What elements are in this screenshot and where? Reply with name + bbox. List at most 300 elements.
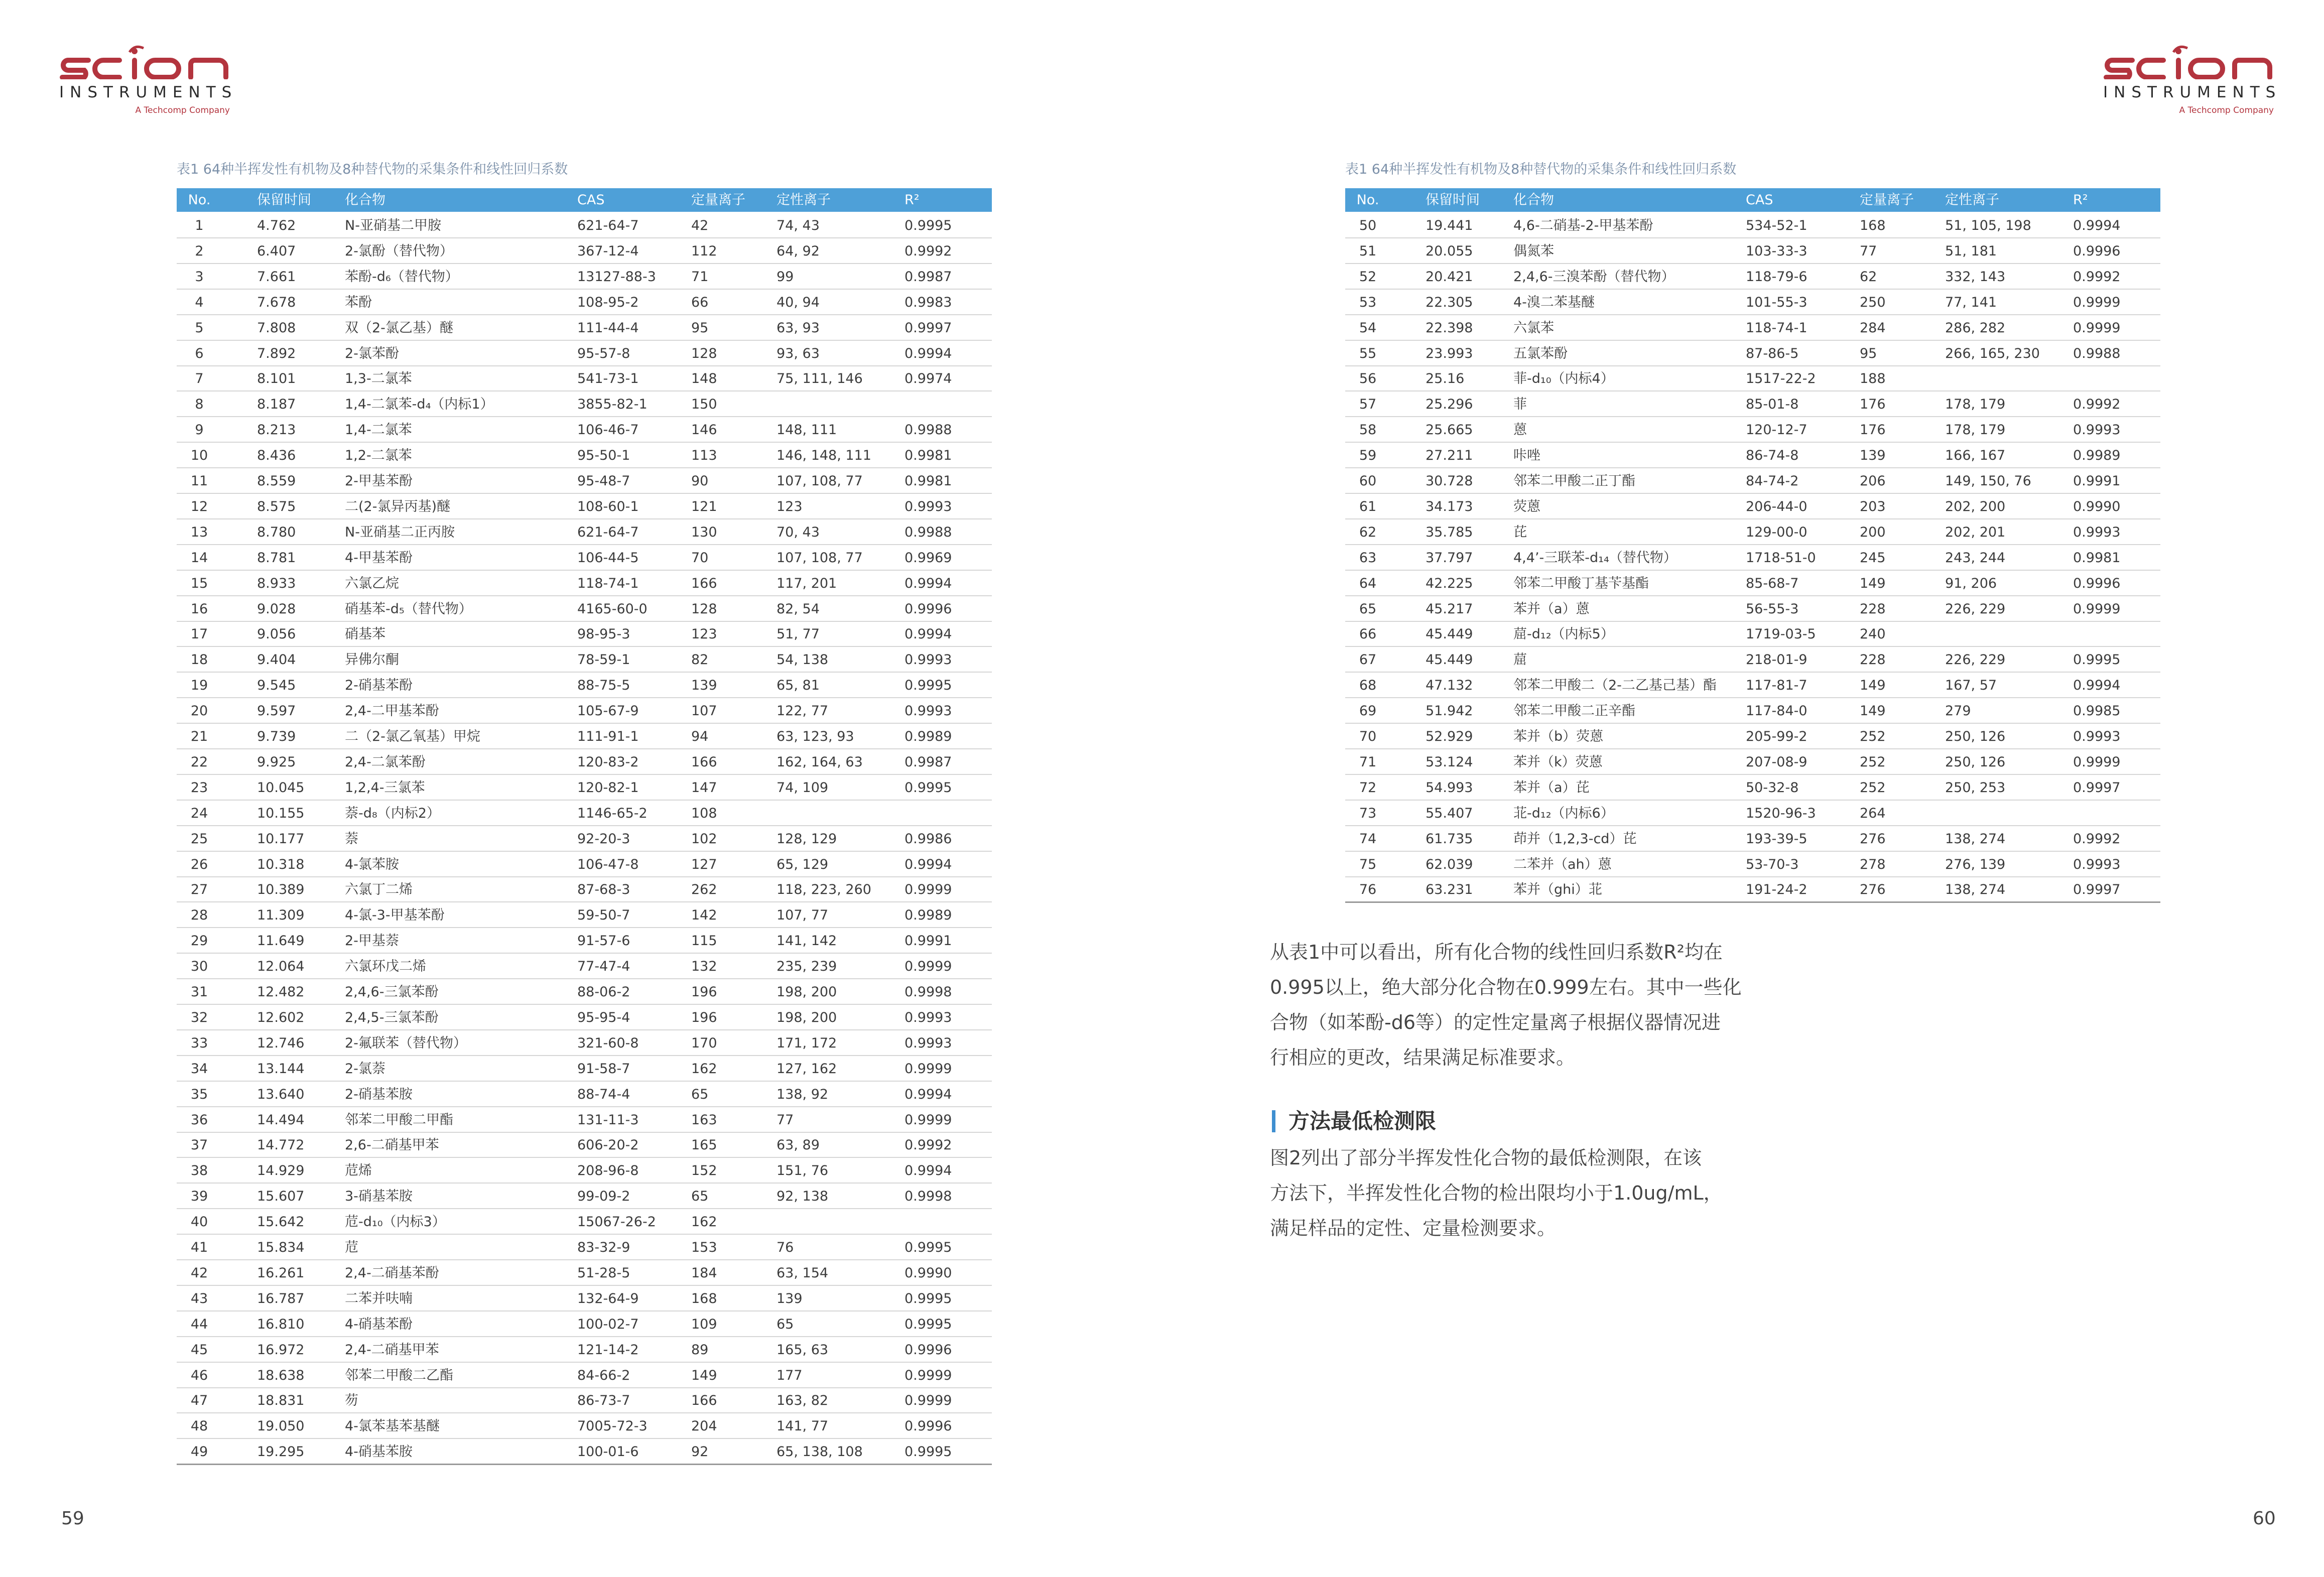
cell-quant-ion: 142 xyxy=(691,907,717,924)
cell-r2: 0.9996 xyxy=(2073,243,2121,259)
cell-rt: 14.494 xyxy=(257,1112,305,1128)
header-quant-ion: 定量离子 xyxy=(691,192,745,208)
cell-quant-ion: 146 xyxy=(691,422,717,438)
cell-rt: 10.318 xyxy=(257,856,305,872)
cell-cas: 59-50-7 xyxy=(577,907,630,924)
cell-compound: 2-氯酚（替代物） xyxy=(345,243,453,259)
cell-no: 5 xyxy=(195,320,204,336)
cell-cas: 106-46-7 xyxy=(577,422,639,438)
cell-r2: 0.9997 xyxy=(2073,882,2121,898)
cell-quant-ion: 165 xyxy=(691,1137,717,1153)
data-table-right xyxy=(1345,188,2160,901)
cell-rt: 62.039 xyxy=(1426,856,1473,872)
cell-rt: 9.925 xyxy=(257,754,296,770)
cell-cas: 191-24-2 xyxy=(1746,882,1807,898)
cell-cas: 1719-03-5 xyxy=(1746,626,1816,642)
cell-no: 73 xyxy=(1359,805,1377,821)
cell-no: 15 xyxy=(190,575,208,591)
cell-compound: 硝基苯-d₅（替代物） xyxy=(345,601,472,617)
cell-rt: 15.642 xyxy=(257,1214,305,1230)
cell-no: 1 xyxy=(195,218,204,233)
cell-rt: 9.028 xyxy=(257,601,296,617)
cell-r2: 0.9988 xyxy=(2073,345,2121,361)
table-row xyxy=(177,927,992,954)
cell-rt: 42.225 xyxy=(1426,575,1473,591)
cell-r2: 0.9989 xyxy=(905,729,952,744)
data-table-left xyxy=(177,188,992,1468)
cell-no: 63 xyxy=(1359,550,1377,566)
cell-no: 30 xyxy=(190,959,208,975)
table-row xyxy=(1345,876,2160,903)
paragraph-line: 从表1中可以看出，所有化合物的线性回归系数R²均在 xyxy=(1270,941,1723,963)
cell-r2: 0.9988 xyxy=(905,524,952,540)
cell-qual-ions: 178, 179 xyxy=(1945,422,2006,438)
cell-compound: 五氯苯酚 xyxy=(1513,345,1568,361)
table-row xyxy=(177,390,992,417)
cell-rt: 9.404 xyxy=(257,652,296,668)
cell-quant-ion: 188 xyxy=(1860,371,1886,387)
cell-r2: 0.9998 xyxy=(905,1189,952,1205)
cell-compound: 4-硝基苯胺 xyxy=(345,1444,413,1460)
cell-qual-ions: 178, 179 xyxy=(1945,397,2006,413)
cell-compound: 邻苯二甲酸丁基苄基酯 xyxy=(1513,575,1649,591)
table-row xyxy=(1345,365,2160,391)
cell-rt: 25.665 xyxy=(1426,422,1473,438)
cell-rt: 10.389 xyxy=(257,882,305,898)
cell-r2: 0.9990 xyxy=(905,1265,952,1281)
cell-qual-ions: 51, 105, 198 xyxy=(1945,218,2031,233)
cell-compound: 2,4-二硝基苯酚 xyxy=(345,1265,439,1281)
cell-rt: 15.607 xyxy=(257,1189,305,1205)
cell-cas: 91-58-7 xyxy=(577,1061,630,1077)
cell-rt: 8.559 xyxy=(257,473,296,489)
cell-rt: 16.972 xyxy=(257,1342,305,1358)
cell-quant-ion: 166 xyxy=(691,1393,717,1409)
cell-qual-ions: 138, 274 xyxy=(1945,882,2006,898)
table-row xyxy=(177,314,992,341)
cell-rt: 20.055 xyxy=(1426,243,1473,259)
cell-rt: 8.187 xyxy=(257,397,296,413)
cell-r2: 0.9994 xyxy=(2073,678,2121,694)
table-row xyxy=(1345,570,2160,596)
table-row xyxy=(177,953,992,979)
cell-compound: 2-氯苯酚 xyxy=(345,345,399,361)
table-row xyxy=(177,237,992,264)
cell-qual-ions: 54, 138 xyxy=(777,652,829,668)
cell-cas: 88-74-4 xyxy=(577,1086,630,1102)
cell-rt: 63.231 xyxy=(1426,882,1473,898)
cell-compound: 二苯并呋喃 xyxy=(345,1290,413,1306)
header-qual-ions: 定性离子 xyxy=(1945,192,1999,208)
cell-r2: 0.9981 xyxy=(2073,550,2121,566)
cell-cas: 108-60-1 xyxy=(577,498,639,514)
table-row xyxy=(177,800,992,826)
cell-compound: 邻苯二甲酸二正丁酯 xyxy=(1513,473,1635,489)
header-cas: CAS xyxy=(577,192,605,208)
cell-r2: 0.9998 xyxy=(905,984,952,1000)
cell-quant-ion: 252 xyxy=(1860,729,1886,744)
cell-rt: 9.545 xyxy=(257,678,296,694)
cell-qual-ions: 65, 81 xyxy=(777,678,820,694)
cell-cas: 105-67-9 xyxy=(577,703,639,719)
cell-qual-ions: 64, 92 xyxy=(777,243,820,259)
cell-quant-ion: 168 xyxy=(1860,218,1886,233)
cell-rt: 23.993 xyxy=(1426,345,1473,361)
table-row xyxy=(177,1182,992,1209)
cell-rt: 10.155 xyxy=(257,805,305,821)
cell-no: 58 xyxy=(1359,422,1377,438)
table-row xyxy=(177,263,992,290)
scion-logo xyxy=(59,44,238,119)
cell-r2: 0.9994 xyxy=(905,575,952,591)
cell-compound: 3-硝基苯胺 xyxy=(345,1189,413,1205)
cell-r2: 0.9993 xyxy=(905,498,952,514)
cell-r2: 0.9995 xyxy=(905,1290,952,1306)
cell-compound: 2-甲基苯酚 xyxy=(345,473,413,489)
cell-compound: 4-氯苯胺 xyxy=(345,856,399,872)
cell-cas: 56-55-3 xyxy=(1746,601,1799,617)
cell-qual-ions: 77 xyxy=(777,1112,794,1128)
cell-quant-ion: 278 xyxy=(1860,856,1886,872)
cell-qual-ions: 123 xyxy=(777,498,803,514)
table-row xyxy=(1345,851,2160,877)
table-row xyxy=(177,672,992,698)
table-row xyxy=(177,978,992,1005)
table-row xyxy=(177,212,992,238)
cell-qual-ions: 163, 82 xyxy=(777,1393,829,1409)
cell-compound: N-亚硝基二甲胺 xyxy=(345,218,441,233)
cell-r2: 0.9996 xyxy=(905,601,952,617)
cell-no: 4 xyxy=(195,294,204,310)
cell-cas: 1146-65-2 xyxy=(577,805,648,821)
cell-rt: 47.132 xyxy=(1426,678,1473,694)
cell-r2: 0.9994 xyxy=(905,1086,952,1102)
cell-quant-ion: 250 xyxy=(1860,294,1886,310)
results-paragraph xyxy=(1270,935,1752,1075)
cell-qual-ions: 141, 77 xyxy=(777,1418,829,1434)
cell-cas: 87-68-3 xyxy=(577,882,630,898)
cell-compound: 芘 xyxy=(1513,524,1527,540)
cell-compound: 2,4-二氯苯酚 xyxy=(345,754,426,770)
cell-compound: 4-甲基苯酚 xyxy=(345,550,413,566)
table-row xyxy=(177,518,992,545)
cell-qual-ions: 202, 201 xyxy=(1945,524,2006,540)
cell-compound: 偶氮苯 xyxy=(1513,243,1554,259)
cell-r2: 0.9992 xyxy=(2073,831,2121,847)
page-number-left: 59 xyxy=(61,1508,84,1529)
cell-r2: 0.9995 xyxy=(905,1444,952,1460)
table-row xyxy=(177,1259,992,1286)
cell-r2: 0.9991 xyxy=(2073,473,2121,489)
cell-compound: 双（2-氯乙基）醚 xyxy=(345,320,453,336)
cell-cas: 118-74-1 xyxy=(1746,320,1807,336)
cell-quant-ion: 66 xyxy=(691,294,709,310)
cell-rt: 8.780 xyxy=(257,524,296,540)
cell-quant-ion: 196 xyxy=(691,1009,717,1025)
cell-compound: 1,3-二氯苯 xyxy=(345,371,412,387)
cell-compound: 4-氯-3-甲基苯酚 xyxy=(345,907,445,924)
cell-quant-ion: 42 xyxy=(691,218,709,233)
cell-rt: 12.602 xyxy=(257,1009,305,1025)
cell-no: 23 xyxy=(190,779,208,796)
cell-r2: 0.9992 xyxy=(2073,397,2121,413)
cell-quant-ion: 108 xyxy=(691,805,717,821)
cell-cas: 13127-88-3 xyxy=(577,269,656,285)
cell-cas: 606-20-2 xyxy=(577,1137,639,1153)
cell-no: 36 xyxy=(190,1112,208,1128)
cell-quant-ion: 204 xyxy=(691,1418,717,1434)
cell-rt: 34.173 xyxy=(1426,498,1473,514)
cell-cas: 51-28-5 xyxy=(577,1265,630,1281)
cell-qual-ions: 138, 274 xyxy=(1945,831,2006,847)
cell-no: 59 xyxy=(1359,448,1377,464)
cell-qual-ions: 122, 77 xyxy=(777,703,829,719)
detection-limit-paragraph xyxy=(1270,1140,1752,1246)
paragraph-line: 合物（如苯酚-d6等）的定性定量离子根据仪器情况进 xyxy=(1270,1011,1721,1033)
cell-r2: 0.9994 xyxy=(905,856,952,872)
cell-compound: 2-氯萘 xyxy=(345,1061,385,1077)
cell-quant-ion: 130 xyxy=(691,524,717,540)
cell-rt: 45.449 xyxy=(1426,626,1473,642)
cell-compound: 二苯并（ah）蒽 xyxy=(1513,856,1612,872)
cell-quant-ion: 149 xyxy=(1860,703,1886,719)
cell-qual-ions: 75, 111, 146 xyxy=(777,371,863,387)
table-row xyxy=(177,1234,992,1260)
cell-quant-ion: 71 xyxy=(691,269,709,285)
cell-r2: 0.9992 xyxy=(905,1137,952,1153)
cell-compound: 1,2,4-三氯苯 xyxy=(345,779,425,796)
cell-rt: 37.797 xyxy=(1426,550,1473,566)
cell-r2: 0.9999 xyxy=(905,1061,952,1077)
cell-qual-ions: 74, 109 xyxy=(777,779,829,796)
table-row xyxy=(177,1004,992,1030)
cell-r2: 0.9994 xyxy=(905,1163,952,1179)
cell-qual-ions: 107, 108, 77 xyxy=(777,473,863,489)
cell-quant-ion: 90 xyxy=(691,473,709,489)
cell-cas: 15067-26-2 xyxy=(577,1214,656,1230)
scion-wordmark xyxy=(2103,44,2274,79)
cell-no: 9 xyxy=(195,422,204,438)
cell-quant-ion: 176 xyxy=(1860,422,1886,438)
cell-rt: 9.056 xyxy=(257,626,296,642)
scion-logo xyxy=(2103,44,2282,119)
cell-qual-ions: 146, 148, 111 xyxy=(777,448,871,464)
section-heading: 方法最低检测限 xyxy=(1272,1110,1436,1132)
cell-rt: 51.942 xyxy=(1426,703,1473,719)
cell-r2: 0.9993 xyxy=(905,1009,952,1025)
cell-rt: 4.762 xyxy=(257,218,296,233)
cell-quant-ion: 245 xyxy=(1860,550,1886,566)
cell-r2: 0.9994 xyxy=(905,626,952,642)
cell-compound: 4-硝基苯酚 xyxy=(345,1316,413,1332)
cell-r2: 0.9992 xyxy=(2073,269,2121,285)
cell-rt: 53.124 xyxy=(1426,754,1473,770)
cell-no: 65 xyxy=(1359,601,1377,617)
cell-cas: 83-32-9 xyxy=(577,1240,630,1255)
cell-compound: 蒽 xyxy=(1513,422,1527,438)
cell-compound: 䓛 xyxy=(1513,652,1527,668)
cell-rt: 11.309 xyxy=(257,907,305,924)
cell-cas: 621-64-7 xyxy=(577,218,639,233)
cell-qual-ions: 65, 138, 108 xyxy=(777,1444,863,1460)
cell-no: 54 xyxy=(1359,320,1377,336)
cell-quant-ion: 128 xyxy=(691,601,717,617)
cell-r2: 0.9999 xyxy=(905,959,952,975)
header-cas: CAS xyxy=(1746,192,1773,208)
cell-r2: 0.9999 xyxy=(2073,754,2121,770)
cell-cas: 85-01-8 xyxy=(1746,397,1799,413)
table-row xyxy=(1345,620,2160,647)
table-row xyxy=(1345,340,2160,366)
cell-compound: 异佛尔酮 xyxy=(345,652,399,668)
cell-qual-ions: 243, 244 xyxy=(1945,550,2006,566)
cell-cas: 120-82-1 xyxy=(577,779,639,796)
cell-qual-ions: 63, 123, 93 xyxy=(777,729,854,744)
cell-r2: 0.9969 xyxy=(905,550,952,566)
table-row xyxy=(177,1029,992,1056)
cell-cas: 77-47-4 xyxy=(577,959,630,975)
table-header xyxy=(177,188,992,212)
cell-rt: 54.993 xyxy=(1426,779,1473,796)
table-row xyxy=(177,1157,992,1184)
cell-qual-ions: 51, 77 xyxy=(777,626,820,642)
cell-cas: 206-44-0 xyxy=(1746,498,1807,514)
cell-cas: 88-06-2 xyxy=(577,984,630,1000)
cell-rt: 30.728 xyxy=(1426,473,1473,489)
cell-compound: 4-氯苯基苯基醚 xyxy=(345,1418,440,1434)
cell-cas: 118-74-1 xyxy=(577,575,639,591)
brand-company: A Techcomp Company xyxy=(135,105,230,115)
cell-qual-ions: 128, 129 xyxy=(777,831,837,847)
cell-cas: 111-44-4 xyxy=(577,320,639,336)
cell-no: 11 xyxy=(190,473,208,489)
cell-qual-ions: 138, 92 xyxy=(777,1086,829,1102)
cell-cas: 100-02-7 xyxy=(577,1316,639,1332)
cell-no: 32 xyxy=(190,1009,208,1025)
cell-cas: 131-11-3 xyxy=(577,1112,639,1128)
cell-r2: 0.9983 xyxy=(905,294,952,310)
cell-rt: 12.482 xyxy=(257,984,305,1000)
cell-r2: 0.9994 xyxy=(905,345,952,361)
cell-compound: 邻苯二甲酸二正辛酯 xyxy=(1513,703,1635,719)
cell-rt: 14.929 xyxy=(257,1163,305,1179)
cell-r2: 0.9999 xyxy=(2073,320,2121,336)
cell-no: 35 xyxy=(190,1086,208,1102)
cell-quant-ion: 123 xyxy=(691,626,717,642)
cell-no: 41 xyxy=(190,1240,208,1255)
brand-instruments: INSTRUMENTS xyxy=(59,83,238,101)
cell-qual-ions: 286, 282 xyxy=(1945,320,2006,336)
cell-compound: 邻苯二甲酸二甲酯 xyxy=(345,1112,453,1128)
cell-no: 14 xyxy=(190,550,208,566)
cell-quant-ion: 284 xyxy=(1860,320,1886,336)
cell-cas: 86-73-7 xyxy=(577,1393,630,1409)
cell-no: 29 xyxy=(190,933,208,949)
cell-rt: 19.295 xyxy=(257,1444,305,1460)
cell-quant-ion: 139 xyxy=(1860,448,1886,464)
cell-qual-ions: 91, 206 xyxy=(1945,575,1997,591)
cell-qual-ions: 139 xyxy=(777,1290,803,1306)
cell-qual-ions: 93, 63 xyxy=(777,345,820,361)
table-row xyxy=(1345,467,2160,494)
cell-no: 37 xyxy=(190,1137,208,1153)
table-row xyxy=(177,774,992,801)
cell-r2: 0.9999 xyxy=(905,882,952,898)
cell-r2: 0.9995 xyxy=(905,1316,952,1332)
cell-quant-ion: 113 xyxy=(691,448,717,464)
table-row xyxy=(177,365,992,391)
cell-cas: 84-74-2 xyxy=(1746,473,1799,489)
cell-compound: 二（2-氯乙氧基）甲烷 xyxy=(345,729,480,744)
cell-r2: 0.9993 xyxy=(905,652,952,668)
cell-rt: 8.781 xyxy=(257,550,296,566)
cell-cas: 3855-82-1 xyxy=(577,397,648,413)
cell-rt: 9.739 xyxy=(257,729,296,744)
cell-qual-ions: 65 xyxy=(777,1316,794,1332)
cell-cas: 92-20-3 xyxy=(577,831,630,847)
cell-quant-ion: 168 xyxy=(691,1290,717,1306)
header-no: No. xyxy=(188,192,211,208)
cell-compound: 2-氟联苯（替代物） xyxy=(345,1035,467,1051)
cell-quant-ion: 65 xyxy=(691,1189,709,1205)
cell-r2: 0.9996 xyxy=(905,1342,952,1358)
cell-r2: 0.9993 xyxy=(2073,729,2121,744)
cell-r2: 0.9981 xyxy=(905,448,952,464)
cell-compound: 4-溴二苯基醚 xyxy=(1513,294,1595,310)
cell-no: 8 xyxy=(195,397,204,413)
cell-no: 12 xyxy=(190,498,208,514)
cell-quant-ion: 203 xyxy=(1860,498,1886,514)
table-row xyxy=(177,901,992,928)
cell-rt: 12.746 xyxy=(257,1035,305,1051)
header-rt: 保留时间 xyxy=(1426,192,1480,208)
cell-rt: 16.261 xyxy=(257,1265,305,1281)
cell-compound: N-亚硝基二正丙胺 xyxy=(345,524,455,540)
cell-cas: 120-12-7 xyxy=(1746,422,1807,438)
cell-cas: 95-57-8 xyxy=(577,345,630,361)
cell-no: 10 xyxy=(190,448,208,464)
cell-qual-ions: 40, 94 xyxy=(777,294,820,310)
cell-no: 43 xyxy=(190,1290,208,1306)
cell-rt: 13.144 xyxy=(257,1061,305,1077)
cell-no: 27 xyxy=(190,882,208,898)
table-row xyxy=(177,442,992,468)
cell-no: 62 xyxy=(1359,524,1377,540)
cell-cas: 99-09-2 xyxy=(577,1189,630,1205)
cell-quant-ion: 121 xyxy=(691,498,717,514)
cell-quant-ion: 149 xyxy=(1860,575,1886,591)
cell-cas: 1718-51-0 xyxy=(1746,550,1816,566)
cell-no: 64 xyxy=(1359,575,1377,591)
cell-quant-ion: 184 xyxy=(691,1265,717,1281)
cell-compound: 菲 xyxy=(1513,397,1527,413)
cell-no: 25 xyxy=(190,831,208,847)
cell-rt: 18.638 xyxy=(257,1367,305,1383)
cell-compound: 萘 xyxy=(345,831,358,847)
cell-compound: 苊-d₁₀（内标3） xyxy=(345,1214,446,1230)
cell-rt: 10.177 xyxy=(257,831,305,847)
cell-quant-ion: 95 xyxy=(691,320,709,336)
cell-cas: 117-81-7 xyxy=(1746,678,1807,694)
table-caption-left: 表1 64种半挥发性有机物及8种替代物的采集条件和线性回归系数 xyxy=(177,162,568,177)
cell-compound: 茚并（1,2,3-cd）芘 xyxy=(1513,831,1637,847)
cell-rt: 16.787 xyxy=(257,1290,305,1306)
cell-rt: 11.649 xyxy=(257,933,305,949)
cell-cas: 1520-96-3 xyxy=(1746,805,1816,821)
cell-cas: 208-96-8 xyxy=(577,1163,639,1179)
cell-compound: 苯并（ghi）苝 xyxy=(1513,882,1602,898)
cell-qual-ions: 118, 223, 260 xyxy=(777,882,871,898)
